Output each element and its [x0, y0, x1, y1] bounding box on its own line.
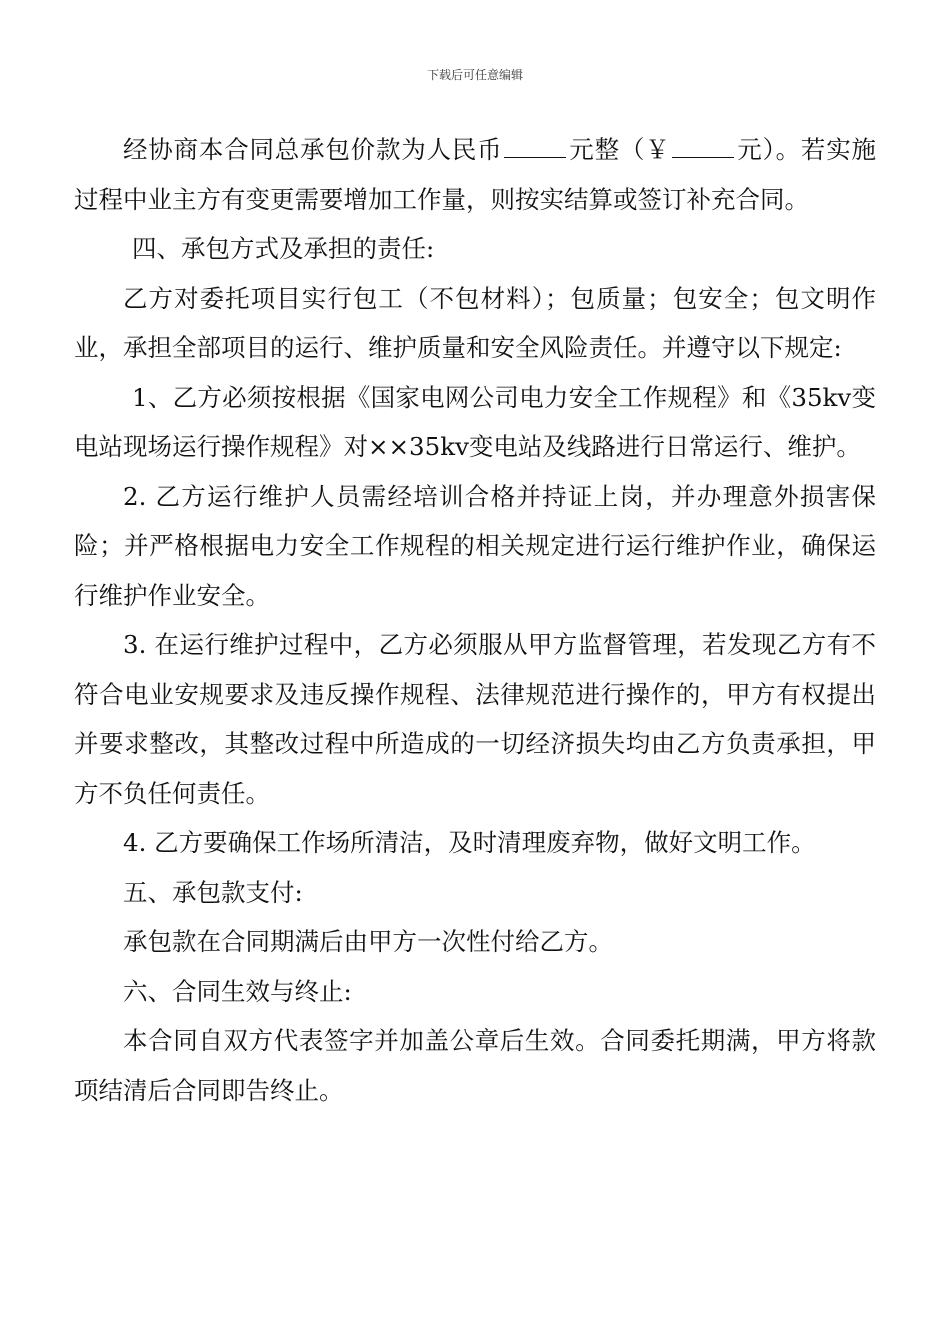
section-5-body: 承包款在合同期满后由甲方一次性付给乙方。: [123, 927, 613, 956]
section-4-intro: 乙方对委托项目实行包工（不包材料）；包质量；包安全；包文明作业，承担全部项目的运行、维护质量和安全风险责任。并遵守以下规定:: [74, 283, 876, 362]
section-6-body: 本合同自双方代表签字并加盖公章后生效。合同委托期满，甲方将款项结清后合同即告终止。: [74, 1026, 876, 1105]
clause-item-4: 4. 乙方要确保工作场所清洁，及时清理废弃物，做好文明工作。: [123, 828, 816, 857]
price-blank-yuan: [672, 156, 734, 158]
clause-item-2: 2. 乙方运行维护人员需经培训合格并持证上岗，并办理意外损害保险；并严格根据电力安全工作规程的相关规定进行运行维护作业，确保运行维护作业安全。: [74, 481, 876, 610]
section-5-title: 五、承包款支付:: [123, 877, 303, 907]
section-4-title: 四、承包方式及承担的责任:: [132, 234, 435, 263]
section-6-title: 六、合同生效与终止:: [123, 976, 352, 1006]
price-prefix: 经协商本合同总承包价款为人民币: [123, 135, 503, 164]
clause-item-3: 3. 在运行维护过程中，乙方必须服从甲方监督管理，若发现乙方有不符合电业安规要求及违反操作规程、法律规范进行操作的，甲方有权提出并要求整改，其整改过程中所造成的一切经济损失均由乙方负责承担，甲方不负任何责任。: [74, 630, 876, 808]
clause-item-1: 1、乙方必须按根据《国家电网公司电力安全工作规程》和《35kv变电站现场运行操作规程》对××35kv变电站及线路进行日常运行、维护。: [74, 382, 876, 461]
price-suffix: 元）。若实施过程中业主方有变更需要增加工作量，则按实结算或签订补充合同。: [74, 135, 877, 214]
document-body: [74, 125, 876, 1115]
price-mid: 元整（￥: [568, 135, 671, 164]
price-blank-rmb: [504, 156, 566, 158]
page-header: 下载后可任意编辑: [426, 68, 523, 82]
price-paragraph: [74, 125, 876, 224]
